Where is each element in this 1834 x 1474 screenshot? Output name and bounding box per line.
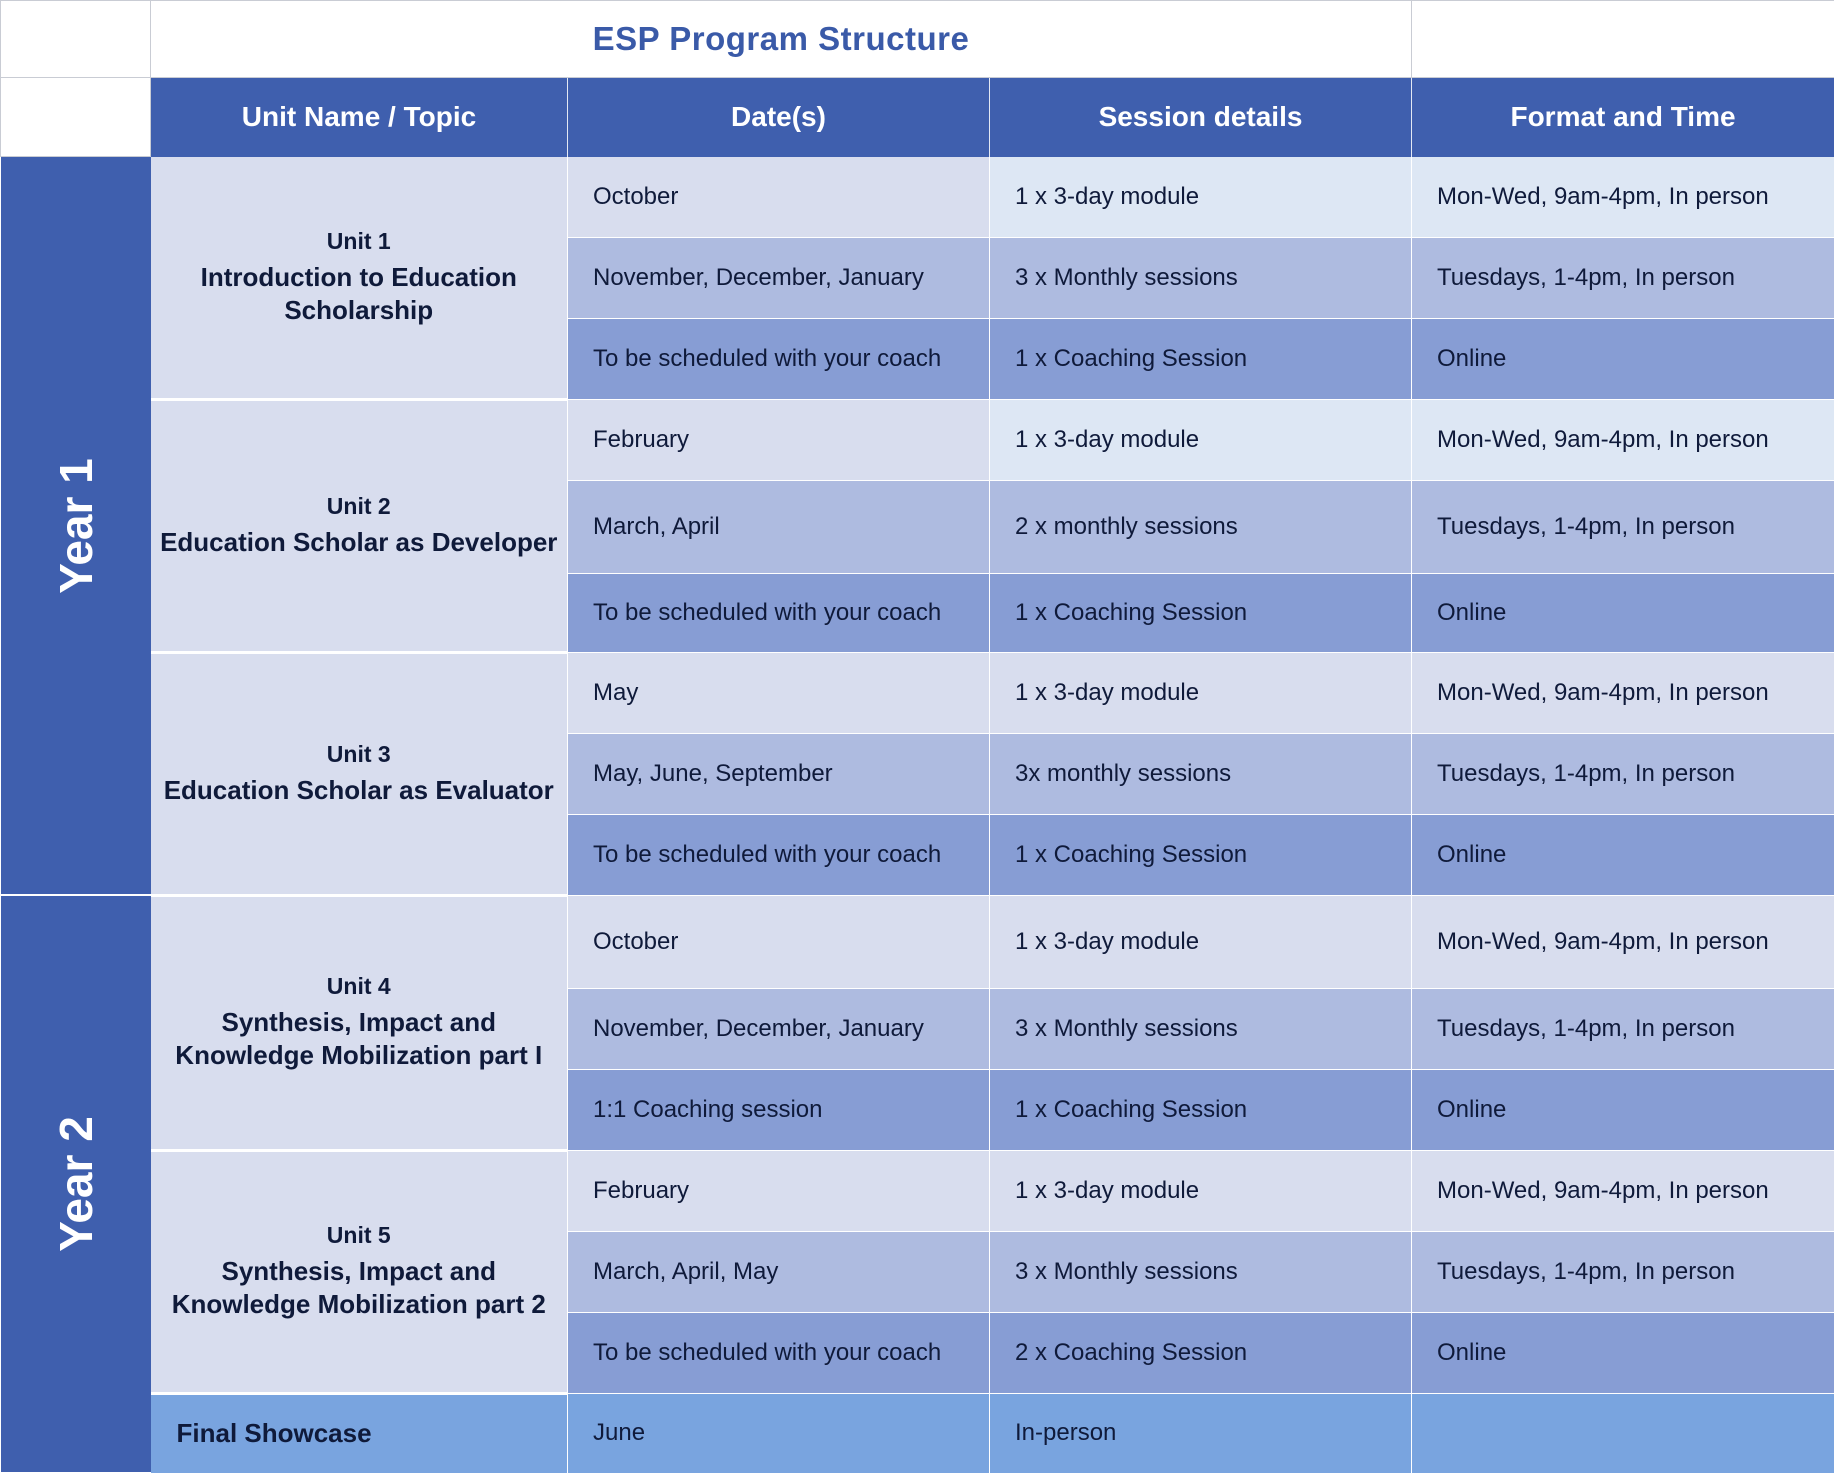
format-cell[interactable]: Mon-Wed, 9am-4pm, In person bbox=[1412, 895, 1834, 988]
format-cell[interactable]: Tuesdays, 1-4pm, In person bbox=[1412, 237, 1834, 318]
session-cell[interactable]: 3 x Monthly sessions bbox=[990, 237, 1412, 318]
dates-cell[interactable]: May, June, September bbox=[568, 733, 990, 814]
format-cell[interactable]: Tuesdays, 1-4pm, In person bbox=[1412, 988, 1834, 1069]
dates-cell[interactable]: To be scheduled with your coach bbox=[568, 318, 990, 399]
table-row bbox=[1, 399, 1834, 480]
final-format-cell[interactable] bbox=[1412, 1393, 1834, 1473]
dates-cell[interactable]: February bbox=[568, 1150, 990, 1231]
unit-number: Unit 2 bbox=[151, 493, 568, 520]
unit-number: Unit 1 bbox=[151, 228, 568, 255]
corner-cell[interactable] bbox=[1, 1, 151, 78]
dates-cell[interactable]: October bbox=[568, 157, 990, 238]
unit-3-cell[interactable] bbox=[151, 652, 568, 895]
final-showcase-label[interactable]: Final Showcase bbox=[151, 1393, 568, 1473]
format-cell[interactable]: Mon-Wed, 9am-4pm, In person bbox=[1412, 399, 1834, 480]
session-cell[interactable]: 2 x monthly sessions bbox=[990, 480, 1412, 573]
header-unit-name[interactable]: Unit Name / Topic bbox=[151, 78, 568, 157]
table-row bbox=[1, 652, 1834, 733]
header-corner-cell[interactable] bbox=[1, 78, 151, 157]
unit-topic: Synthesis, Impact and Knowledge Mobilization part I bbox=[151, 1006, 568, 1072]
session-cell[interactable]: 1 x 3-day module bbox=[990, 399, 1412, 480]
unit-4-cell[interactable] bbox=[151, 895, 568, 1150]
year-1-cell[interactable] bbox=[1, 157, 151, 896]
unit-5-cell[interactable] bbox=[151, 1150, 568, 1393]
dates-cell[interactable]: To be scheduled with your coach bbox=[568, 814, 990, 895]
format-cell[interactable]: Mon-Wed, 9am-4pm, In person bbox=[1412, 157, 1834, 238]
dates-cell[interactable]: November, December, January bbox=[568, 988, 990, 1069]
header-dates[interactable]: Date(s) bbox=[568, 78, 990, 157]
unit-1-cell[interactable] bbox=[151, 157, 568, 400]
final-showcase-row bbox=[1, 1393, 1834, 1473]
header-session-details[interactable]: Session details bbox=[990, 78, 1412, 157]
title-row bbox=[1, 1, 1834, 78]
format-cell[interactable]: Online bbox=[1412, 814, 1834, 895]
unit-number: Unit 3 bbox=[151, 741, 568, 768]
unit-2-cell[interactable] bbox=[151, 399, 568, 652]
session-cell[interactable]: 3 x Monthly sessions bbox=[990, 1231, 1412, 1312]
session-cell[interactable]: 1 x Coaching Session bbox=[990, 573, 1412, 652]
dates-cell[interactable]: October bbox=[568, 895, 990, 988]
dates-cell[interactable]: November, December, January bbox=[568, 237, 990, 318]
session-cell[interactable]: 1 x 3-day module bbox=[990, 157, 1412, 238]
final-session-cell[interactable]: In-person bbox=[990, 1393, 1412, 1473]
table-row bbox=[1, 157, 1834, 238]
format-cell[interactable]: Online bbox=[1412, 1069, 1834, 1150]
year-1-label: Year 1 bbox=[49, 458, 103, 594]
session-cell[interactable]: 3x monthly sessions bbox=[990, 733, 1412, 814]
page-title[interactable]: ESP Program Structure bbox=[151, 1, 1412, 78]
session-cell[interactable]: 1 x Coaching Session bbox=[990, 814, 1412, 895]
format-cell[interactable]: Online bbox=[1412, 573, 1834, 652]
table-row bbox=[1, 895, 1834, 988]
session-cell[interactable]: 2 x Coaching Session bbox=[990, 1312, 1412, 1393]
format-cell[interactable]: Tuesdays, 1-4pm, In person bbox=[1412, 1231, 1834, 1312]
session-cell[interactable]: 1 x 3-day module bbox=[990, 652, 1412, 733]
year-2-label: Year 2 bbox=[49, 1116, 103, 1252]
unit-topic: Synthesis, Impact and Knowledge Mobilization part 2 bbox=[151, 1255, 568, 1321]
header-row bbox=[1, 78, 1834, 157]
format-cell[interactable]: Tuesdays, 1-4pm, In person bbox=[1412, 480, 1834, 573]
dates-cell[interactable]: February bbox=[568, 399, 990, 480]
session-cell[interactable]: 3 x Monthly sessions bbox=[990, 988, 1412, 1069]
final-dates-cell[interactable]: June bbox=[568, 1393, 990, 1473]
dates-cell[interactable]: To be scheduled with your coach bbox=[568, 573, 990, 652]
format-cell[interactable]: Online bbox=[1412, 1312, 1834, 1393]
header-format-time[interactable]: Format and Time bbox=[1412, 78, 1834, 157]
dates-cell[interactable]: 1:1 Coaching session bbox=[568, 1069, 990, 1150]
unit-topic: Introduction to Education Scholarship bbox=[151, 261, 568, 327]
dates-cell[interactable]: To be scheduled with your coach bbox=[568, 1312, 990, 1393]
dates-cell[interactable]: May bbox=[568, 652, 990, 733]
dates-cell[interactable]: March, April bbox=[568, 480, 990, 573]
session-cell[interactable]: 1 x 3-day module bbox=[990, 1150, 1412, 1231]
year-2-cell[interactable] bbox=[1, 895, 151, 1473]
format-cell[interactable]: Online bbox=[1412, 318, 1834, 399]
unit-topic: Education Scholar as Developer bbox=[151, 526, 568, 559]
title-right-cell[interactable] bbox=[1412, 1, 1834, 78]
unit-topic: Education Scholar as Evaluator bbox=[151, 774, 568, 807]
format-cell[interactable]: Tuesdays, 1-4pm, In person bbox=[1412, 733, 1834, 814]
session-cell[interactable]: 1 x Coaching Session bbox=[990, 318, 1412, 399]
format-cell[interactable]: Mon-Wed, 9am-4pm, In person bbox=[1412, 652, 1834, 733]
session-cell[interactable]: 1 x Coaching Session bbox=[990, 1069, 1412, 1150]
unit-number: Unit 4 bbox=[151, 973, 568, 1000]
unit-number: Unit 5 bbox=[151, 1222, 568, 1249]
table-row bbox=[1, 1150, 1834, 1231]
session-cell[interactable]: 1 x 3-day module bbox=[990, 895, 1412, 988]
format-cell[interactable]: Mon-Wed, 9am-4pm, In person bbox=[1412, 1150, 1834, 1231]
dates-cell[interactable]: March, April, May bbox=[568, 1231, 990, 1312]
